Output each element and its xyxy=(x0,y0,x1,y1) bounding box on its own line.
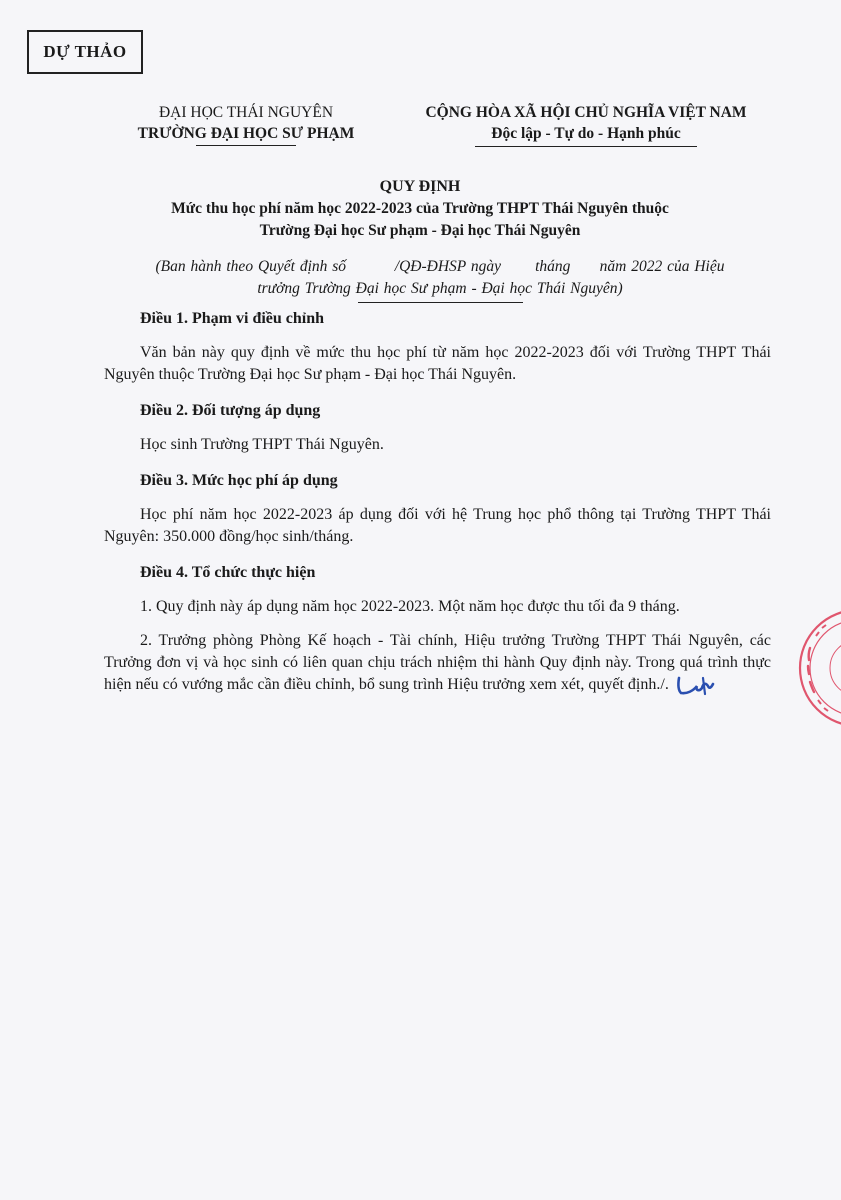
issuing-organization xyxy=(96,102,396,146)
article-2-text: Học sinh Trường THPT Thái Nguyên. xyxy=(140,436,384,453)
article-1-text: Văn bản này quy định về mức thu học phí từ năm học 2022-2023 đối với Trường THPT Thái Nguyên thuộc Trường Đại học Sư phạm - Đại học Thái Nguyên. xyxy=(104,344,771,383)
article-4-item-2-text: 2. Trưởng phòng Phòng Kế hoạch - Tài chính, Hiệu trưởng Trường THPT Thái Nguyên, các Trưởng đơn vị và học sinh có liên quan chịu trách nhiệm thi hành Quy định này. Trong quá trình thực hiện nếu có vướng mắc cần điều chỉnh, bổ sung trình Hiệu trưởng xem xét, quyết định./. xyxy=(104,632,771,693)
document-title xyxy=(100,176,740,242)
national-header xyxy=(386,102,786,147)
title-type: QUY ĐỊNH xyxy=(379,178,461,195)
article-4-item-1: 1. Quy định này áp dụng năm học 2022-2023. Một năm học được thu tối đa 9 tháng. xyxy=(140,598,680,615)
title-line-1: Mức thu học phí năm học 2022-2023 của Trường THPT Thái Nguyên thuộc xyxy=(171,200,669,217)
article-2-heading: Điều 2. Đối tượng áp dụng xyxy=(140,402,321,419)
article-3-text: Học phí năm học 2022-2023 áp dụng đối với hệ Trung học phổ thông tại Trường THPT Thái Nguyên: 350.000 đồng/học sinh/tháng. xyxy=(104,506,771,545)
document-body xyxy=(104,308,771,696)
issuance-underline xyxy=(358,302,523,303)
org-underline xyxy=(196,145,296,146)
article-3-heading: Điều 3. Mức học phí áp dụng xyxy=(140,472,338,489)
article-1-heading: Điều 1. Phạm vi điều chỉnh xyxy=(140,310,325,327)
draft-stamp xyxy=(27,30,143,74)
nation-motto: Độc lập - Tự do - Hạnh phúc xyxy=(491,125,681,142)
issuance-line-1: (Ban hành theo Quyết định số /QĐ-ĐHSP ngày tháng năm 2022 của Hiệu xyxy=(155,258,725,275)
article-4-item-2 xyxy=(104,630,771,696)
issuance-note xyxy=(100,256,780,303)
article-4-heading: Điều 4. Tổ chức thực hiện xyxy=(140,564,316,581)
issuance-line-2: trưởng Trường Đại học Sư phạm - Đại học Thái Nguyên) xyxy=(257,280,623,297)
draft-label: DỰ THẢO xyxy=(43,42,127,61)
title-line-2: Trường Đại học Sư phạm - Đại học Thái Nguyên xyxy=(259,222,581,239)
nation-name: CỘNG HÒA XÃ HỘI CHỦ NGHĨA VIỆT NAM xyxy=(425,104,747,121)
motto-underline xyxy=(475,146,697,147)
red-seal-icon xyxy=(796,604,841,732)
org-parent: ĐẠI HỌC THÁI NGUYÊN xyxy=(158,104,334,121)
org-name: TRƯỜNG ĐẠI HỌC SƯ PHẠM xyxy=(137,125,355,142)
handwritten-initial-icon xyxy=(675,674,715,696)
